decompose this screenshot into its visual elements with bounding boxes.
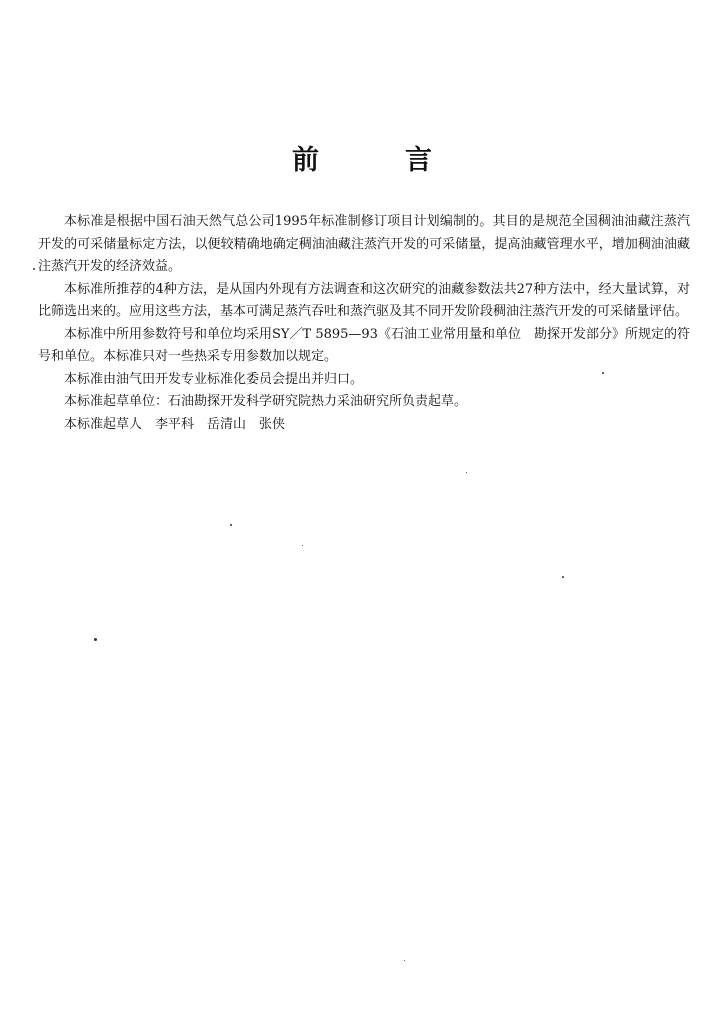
paragraph-drafters: 本标准起草人 李平科 岳清山 张侠: [64, 416, 286, 432]
scan-speck: [562, 576, 564, 578]
scan-speck: [94, 638, 97, 641]
paragraph-drafting-unit: 本标准起草单位：石油勘探开发科学研究院热力采油研究所负责起草。: [64, 394, 468, 409]
scan-speck: [466, 472, 467, 473]
paragraph-committee: 本标准由油气田开发专业标准化委员会提出并归口。: [64, 371, 364, 387]
title-char-1: 前: [292, 145, 319, 176]
title-char-2: 言: [405, 145, 432, 176]
scan-speck: [230, 524, 232, 526]
scan-speck: [33, 268, 35, 270]
foreword-body: [38, 211, 690, 436]
scan-speck: [302, 545, 303, 546]
scan-speck: [602, 372, 604, 374]
page-title: [0, 138, 724, 177]
scan-speck: [404, 960, 405, 961]
paragraph-methods: 本标准所推荐的4种方法，是从国内外现有方法调查和这次研究的油藏参数法共27种方法中，经大量试算，对比筛选出来的。应用这些方法，基本可满足蒸汽吞吐和蒸汽驱及其不同开发阶段稠油注蒸汽开发的可采储量评估。: [38, 281, 690, 319]
paragraph-units: 本标准中所用参数符号和单位均采用SY／T 5895—93《石油工业常用量和单位 勘探开发部分》所规定的符号和单位。本标准只对一些热采专用参数加以规定。: [38, 326, 690, 364]
paragraph-purpose: 本标准是根据中国石油天然气总公司1995年标准制修订项目计划编制的。其目的是规范全国稠油油藏注蒸汽开发的可采储量标定方法，以便较精确地确定稠油油藏注蒸汽开发的可采储量，提高油藏管理水平，增加稠油油藏注蒸汽开发的经济效益。: [38, 214, 690, 274]
